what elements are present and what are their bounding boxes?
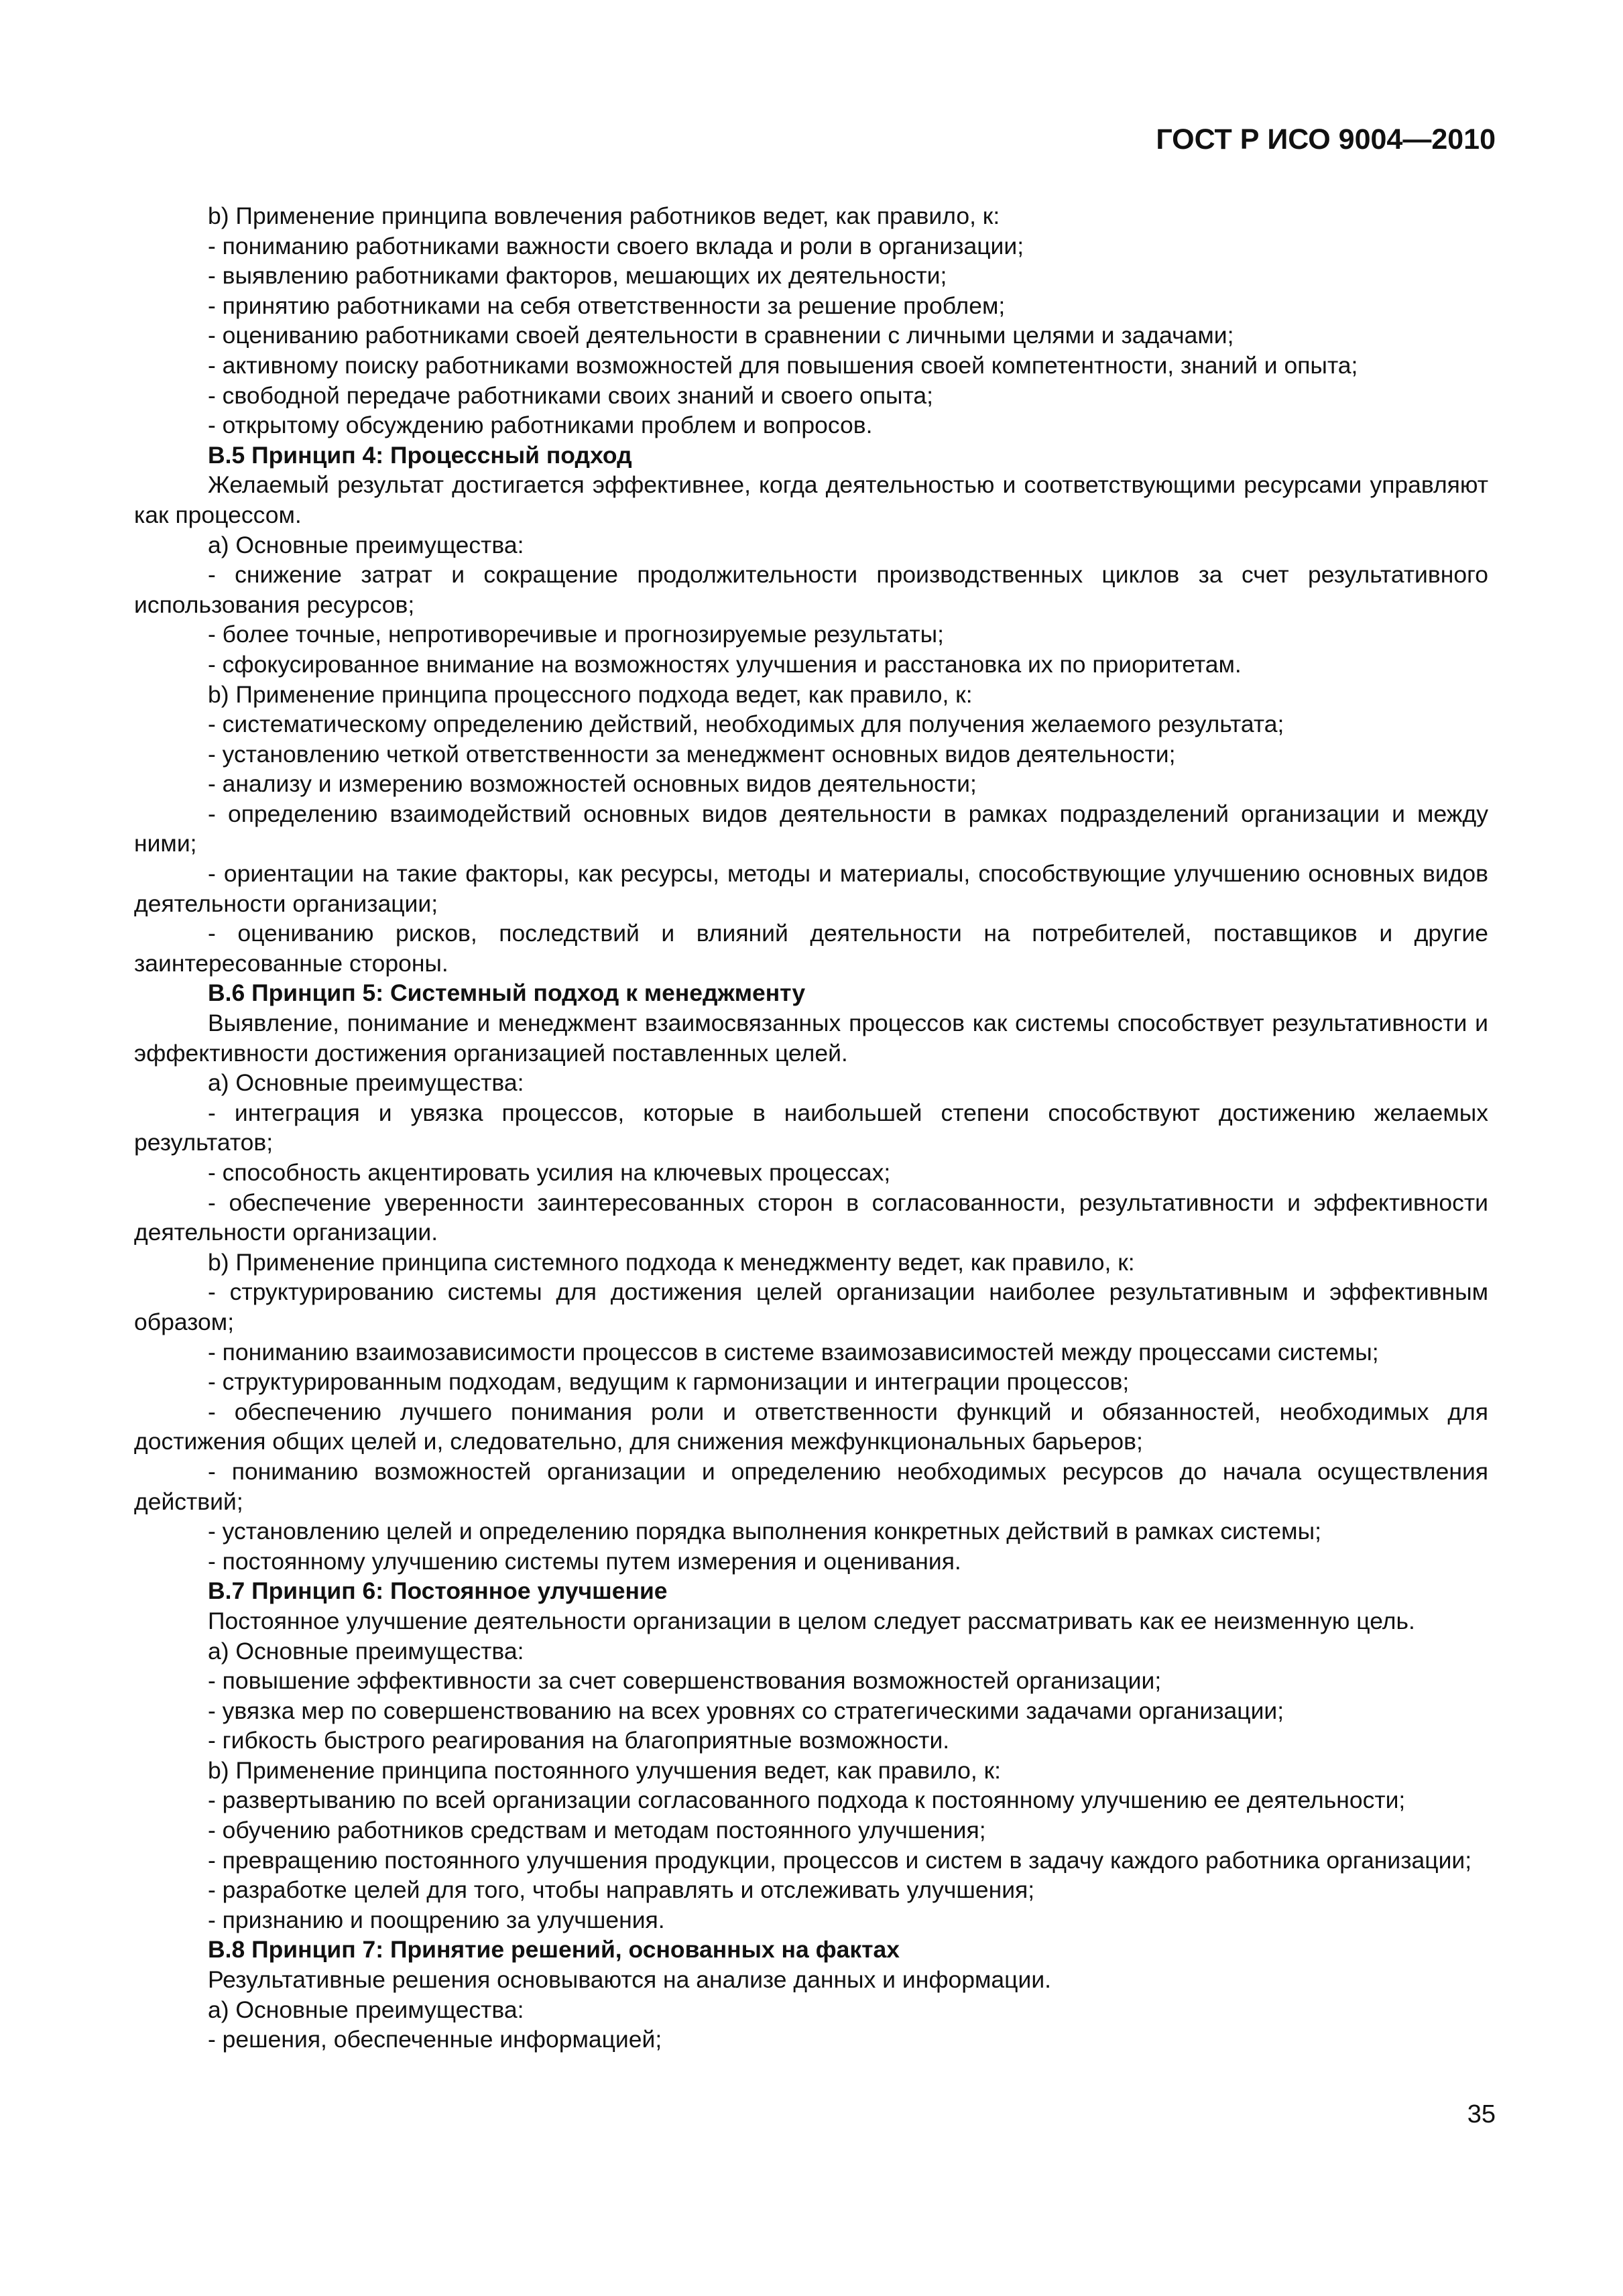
body-paragraph: - более точные, непротиворечивые и прогнозируемые результаты; (208, 621, 944, 648)
body-paragraph: Выявление, понимание и менеджмент взаимосвязанных процессов как системы способствует результативности и эффективности достижения организацией поставленных целей. (134, 1010, 1488, 1067)
body-paragraph: b) Применение принципа системного подхода к менеджменту ведет, как правило, к: (208, 1248, 1135, 1276)
body-paragraph: - принятию работниками на себя ответственности за решение проблем; (208, 292, 1006, 319)
body-paragraph: - пониманию возможностей организации и определению необходимых ресурсов до начала осуществления действий; (134, 1457, 1488, 1515)
body-paragraph: - обеспечению лучшего понимания роли и ответственности функций и обязанностей, необходимых для достижения общих целей и, следовательно, для снижения межфункциональных барьеров; (134, 1398, 1488, 1455)
body-paragraph: - обеспечение уверенности заинтересованных сторон в согласованности, результативности и эффективности деятельности организации. (134, 1189, 1488, 1246)
body-paragraph: - снижение затрат и сокращение продолжительности производственных циклов за счет результативного использования ресурсов; (134, 561, 1488, 618)
body-paragraph: - структурированию системы для достижения целей организации наиболее результативным и эффективным образом; (134, 1278, 1488, 1335)
body-paragraph: - обучению работников средствам и методам постоянного улучшения; (208, 1817, 986, 1844)
document-header-title: ГОСТ Р ИСО 9004—2010 (1156, 123, 1496, 156)
body-paragraph: - постоянному улучшению системы путем измерения и оценивания. (208, 1547, 961, 1575)
body-paragraph: - ориентации на такие факторы, как ресурсы, методы и материалы, способствующие улучшению основных видов деятельности организации; (134, 860, 1488, 917)
body-paragraph: Постоянное улучшение деятельности организации в целом следует рассматривать как ее неизменную цель. (208, 1607, 1415, 1634)
body-paragraph: - анализу и измерению возможностей основных видов деятельности; (208, 770, 977, 798)
body-paragraph: - признанию и поощрению за улучшения. (208, 1906, 665, 1933)
body-paragraph: - определению взаимодействий основных видов деятельности в рамках подразделений организации и между ними; (134, 800, 1488, 857)
section-heading: В.5 Принцип 4: Процессный подход (208, 441, 632, 469)
body-paragraph: а) Основные преимущества: (208, 1996, 524, 2023)
body-paragraph: - выявлению работниками факторов, мешающих их деятельности; (208, 262, 947, 290)
body-paragraph: - повышение эффективности за счет совершенствования возможностей организации; (208, 1667, 1162, 1695)
body-paragraph: b) Применение принципа процессного подхода ведет, как правило, к: (208, 680, 973, 708)
body-paragraph: - разработке целей для того, чтобы направлять и отслеживать улучшения; (208, 1876, 1035, 1904)
section-heading: В.7 Принцип 6: Постоянное улучшение (208, 1577, 668, 1605)
body-paragraph: - сфокусированное внимание на возможностях улучшения и расстановка их по приоритетам. (208, 650, 1242, 678)
body-paragraph: b) Применение принципа постоянного улучшения ведет, как правило, к: (208, 1756, 1001, 1784)
body-paragraph: - установлению четкой ответственности за менеджмент основных видов деятельности; (208, 740, 1176, 768)
body-paragraph: Желаемый результат достигается эффективнее, когда деятельностью и соответствующими ресурсами управляют как процессом. (134, 471, 1488, 528)
section-heading: В.8 Принцип 7: Принятие решений, основанных на фактах (208, 1936, 900, 1963)
body-paragraph: - пониманию работниками важности своего вклада и роли в организации; (208, 232, 1024, 259)
body-paragraph: - способность акцентировать усилия на ключевых процессах; (208, 1159, 891, 1186)
body-paragraph: - активному поиску работниками возможностей для повышения своей компетентности, знаний и опыта; (208, 351, 1358, 379)
body-paragraph: - установлению целей и определению порядка выполнения конкретных действий в рамках системы; (208, 1518, 1321, 1545)
body-paragraph: - структурированным подходам, ведущим к гармонизации и интеграции процессов; (208, 1368, 1130, 1396)
document-body (134, 201, 1488, 2055)
body-paragraph: - развертыванию по всей организации согласованного подхода к постоянному улучшению ее деятельности; (208, 1787, 1406, 1814)
page-number: 35 (1467, 2100, 1496, 2128)
body-paragraph: - оцениванию рисков, последствий и влияний деятельности на потребителей, поставщиков и другие заинтересованные стороны. (134, 920, 1488, 977)
body-paragraph: - открытому обсуждению работниками проблем и вопросов. (208, 412, 873, 439)
body-paragraph: b) Применение принципа вовлечения работников ведет, как правило, к: (208, 202, 1000, 229)
body-paragraph: - свободной передаче работниками своих знаний и своего опыта; (208, 381, 934, 409)
body-paragraph: а) Основные преимущества: (208, 1069, 524, 1097)
body-paragraph: - увязка мер по совершенствованию на всех уровнях со стратегическими задачами организации; (208, 1697, 1284, 1724)
section-heading: В.6 Принцип 5: Системный подход к менеджменту (208, 979, 806, 1007)
body-paragraph: а) Основные преимущества: (208, 1637, 524, 1665)
body-paragraph: - превращению постоянного улучшения продукции, процессов и систем в задачу каждого работника организации; (208, 1846, 1472, 1874)
body-paragraph: а) Основные преимущества: (208, 531, 524, 558)
body-paragraph: - оцениванию работниками своей деятельности в сравнении с личными целями и задачами; (208, 322, 1234, 349)
body-paragraph: - гибкость быстрого реагирования на благоприятные возможности. (208, 1727, 950, 1754)
body-paragraph: - интеграция и увязка процессов, которые в наибольшей степени способствуют достижению желаемых результатов; (134, 1099, 1488, 1156)
body-paragraph: - систематическому определению действий, необходимых для получения желаемого результата; (208, 711, 1284, 738)
body-paragraph: - решения, обеспеченные информацией; (208, 2026, 662, 2053)
body-paragraph: - пониманию взаимозависимости процессов в системе взаимозависимостей между процессами системы; (208, 1338, 1379, 1366)
body-paragraph: Результативные решения основываются на анализе данных и информации. (208, 1966, 1052, 1994)
